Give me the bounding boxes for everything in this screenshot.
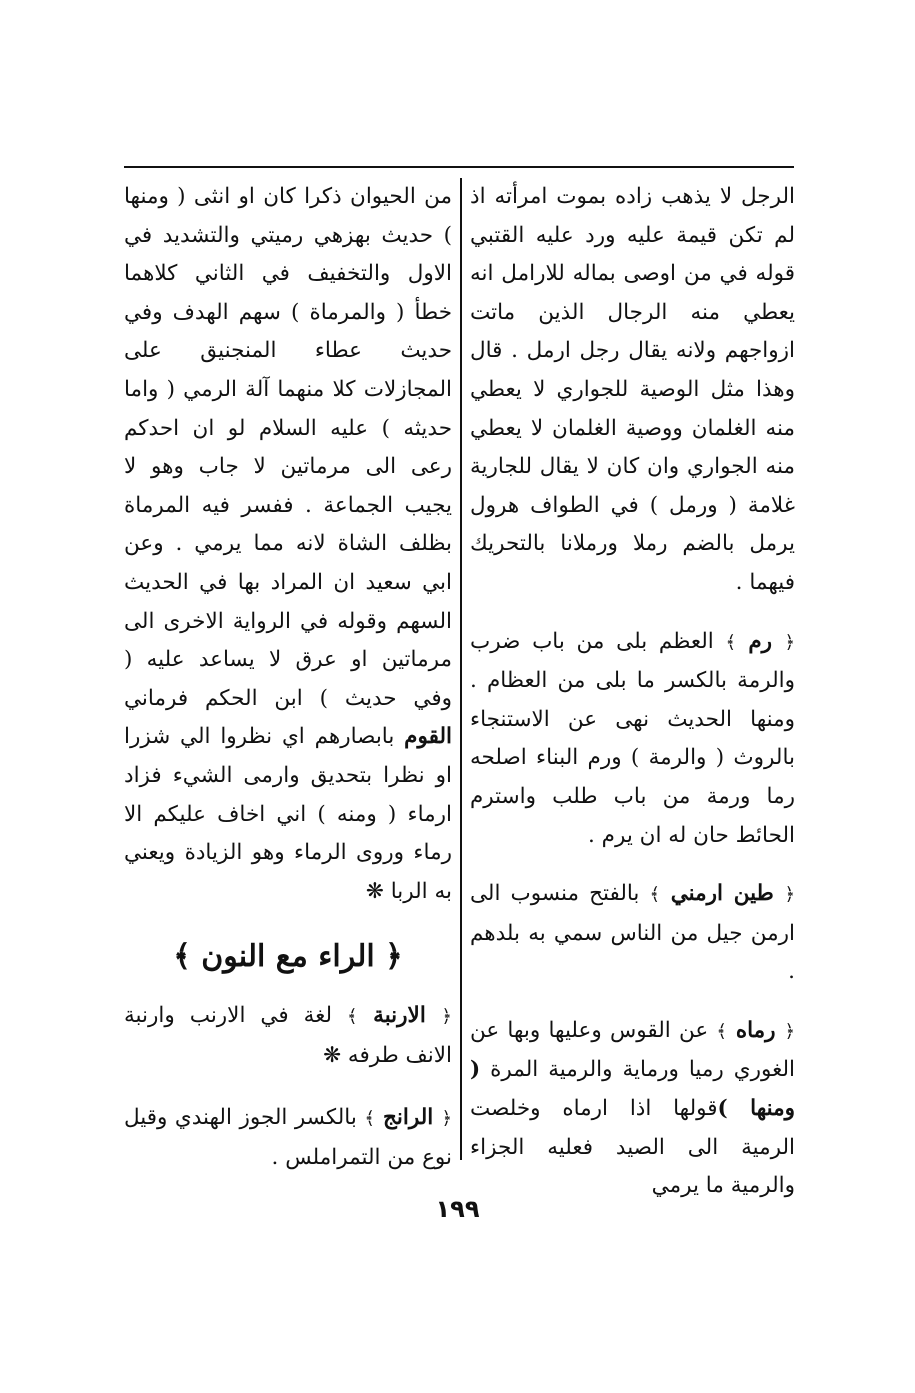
entry-ramm-head: ﴿ رم ﴾ bbox=[725, 628, 795, 654]
entry-ranij-head: ﴿ الرانج ﴾ bbox=[364, 1105, 452, 1131]
left-paragraph-text-cont: بابصارهم اي نظروا الي شزرا او نظرا بتحديق وارمى الشيء فزاد ارماء ( ومنه ) اني اخاف عليكم الا رماء وروى الرماء وهو الزيادة ويعني به الربا ❋ bbox=[124, 724, 452, 904]
entry-ranij bbox=[124, 1099, 452, 1177]
left-paragraph-text: من الحيوان ذكرا كان او انثى ( ومنها ) حديث بهزهي رميتي والتشديد في الاول والتخفيف في الثاني كلاهما خطأ ( والمرماة ) سهم الهدف وفي حديث عطاء المنجنيق على المجازلات كلا منهما آلة الرمي ( واما حديثه ) عليه السلام لو ان احدكم رعى الى مرماتين لا جاب وهو لا يجيب الجماعة . ففسر فيه المرماة بظلف الشاة لانه مما يرمي . وعن ابي سعيد ان المراد بها في الحديث السهم وقوله في الرواية الاخرى الى مرماتين او عرق لا يساعد عليه ( وفي حديث ) ابن الحكم فرماني bbox=[124, 184, 452, 711]
entry-ramm bbox=[470, 623, 795, 856]
section-title: ﴿ الراء مع النون ﴾ bbox=[173, 939, 403, 975]
entry-rumah-bold: ( ومنها ) bbox=[470, 1057, 795, 1122]
entry-arnaba-text: لغة في الارنب وارنبة الانف طرفه ❋ bbox=[124, 1003, 452, 1068]
entry-arnaba bbox=[124, 997, 452, 1075]
page-number: ١٩٩ bbox=[435, 1195, 480, 1223]
entry-rumah-text: عن القوس وعليها وبها عن الغوري رميا ورماية والرمية المرة bbox=[470, 1017, 795, 1083]
entry-rumah-head: ﴿ رماه ﴾ bbox=[716, 1017, 795, 1043]
right-column bbox=[470, 178, 795, 1206]
entry-ramm-text: العظم بلى من باب ضرب والرمة بالكسر ما بلى من العظام . ومنها الحديث نهى عن الاستنجاء بالروث ( والرمة ) ورم البناء اصلحه رما ورمة من باب طلب واسترم الحائط حان له ان يرم . bbox=[470, 628, 795, 848]
entry-ranij-text: بالكسر الجوز الهندي وقيل نوع من التمراملس . bbox=[124, 1105, 452, 1171]
entry-arnaba-head: ﴿ الارنبة ﴾ bbox=[347, 1003, 452, 1029]
entry-rumah bbox=[470, 1012, 795, 1206]
right-column-paragraph: الرجل لا يذهب زاده بموت امرأته اذ لم تكن قيمة عليه ورد عليه القتبي قوله في من اوصى بماله للارامل انه يعطي منه الرجال الذين ماتت ازواجهم ولانه يقال رجل ارمل . قال وهذا مثل الوصية للجواري لا يعطي منه الغلمان ووصية الغلمان لا يعطي منه الجواري وان كان لا يقال للجارية غلامة ( ورمل ) في الطواف هرول يرمل بالضم رملا ورملانا بالتحريك فيهما . bbox=[470, 184, 795, 595]
entry-tin-armani-head: ﴿ طين ارمني ﴾ bbox=[649, 881, 795, 907]
entry-rumah-text-cont: قولها اذا ارماه وخلصت الرمية الى الصيد فعليه الجزاء والرمية ما يرمي bbox=[470, 1096, 795, 1199]
left-paragraph-bold: القوم bbox=[404, 724, 452, 750]
left-column bbox=[124, 178, 452, 1178]
column-divider bbox=[460, 178, 462, 1160]
entry-tin-armani-text: بالفتح منسوب الى ارمن جيل من الناس سمي به بلدهم . bbox=[470, 881, 795, 985]
entry-tin-armani bbox=[470, 875, 795, 992]
left-column-paragraph bbox=[124, 178, 452, 911]
header-rule bbox=[124, 166, 794, 168]
